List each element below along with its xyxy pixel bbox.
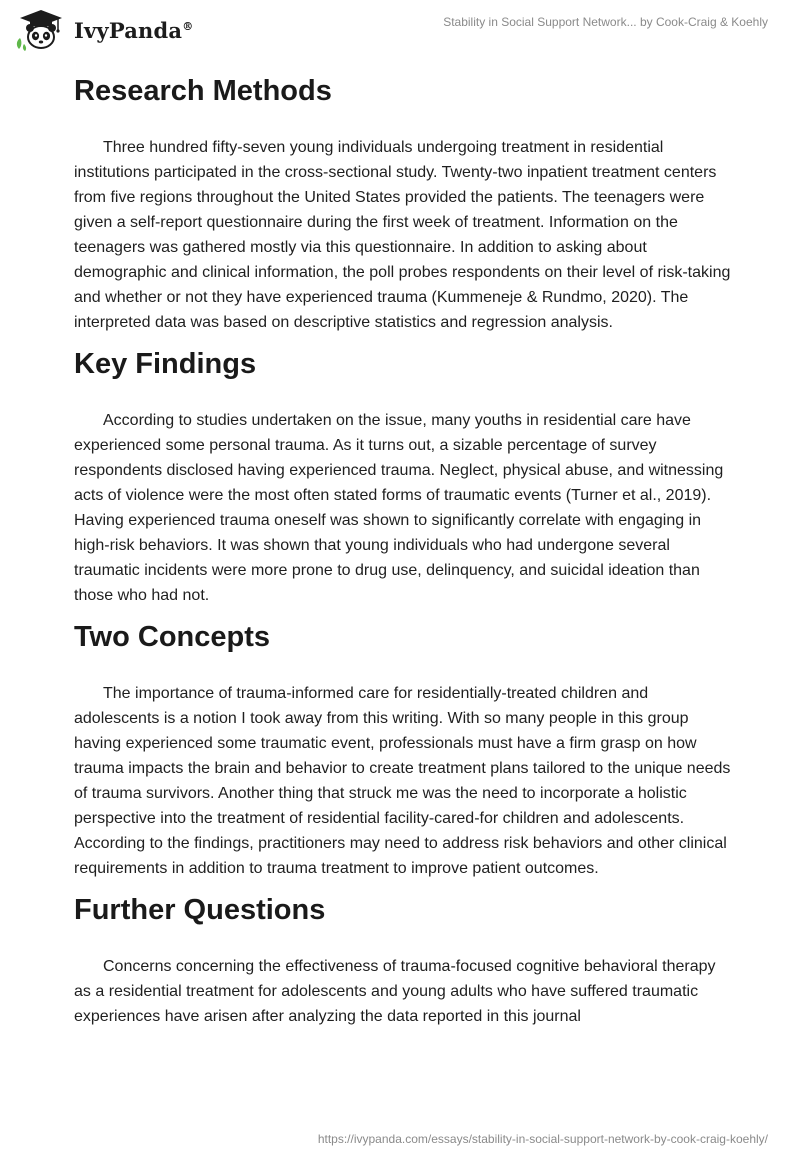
- ivypanda-logo[interactable]: [14, 8, 193, 52]
- section-further-questions: [74, 889, 734, 1029]
- section-two-concepts: [74, 616, 734, 881]
- section-paragraph: According to studies undertaken on the issue, many youths in residential care have experienced some personal trauma. As it turns out, a sizable percentage of survey respondents disclosed having experienced trauma. Neglect, physical abuse, and witnessing acts of violence were the most often stated forms of traumatic events (Turner et al., 2019). Having experienced trauma oneself was shown to significantly correlate with engaging in high-risk behaviors. It was shown that young individuals who had undergone several traumatic incidents were more prone to drug use, delinquency, and suicidal ideation than those who had not.: [74, 412, 724, 604]
- section-heading: Further Questions: [74, 894, 326, 926]
- running-title: Stability in Social Support Network... by Cook-Craig & Koehly: [443, 15, 768, 29]
- section-heading: Research Methods: [74, 75, 332, 107]
- section-paragraph: Concerns concerning the effectiveness of trauma-focused cognitive behavioral therapy as a residential treatment for adolescents and young adults who have suffered traumatic experiences have arisen after analyzing the data reported in this journal: [74, 958, 716, 1025]
- page-header: [0, 0, 800, 64]
- section-heading: Key Findings: [74, 348, 257, 380]
- section-research-methods: [74, 70, 734, 335]
- section-paragraph: The importance of trauma-informed care for residentially-treated children and adolescents is a notion I took away from this writing. With so many people in this group having experienced some traumatic event, professionals must have a firm grasp on how trauma impacts the brain and behavior to create treatment plans tailored to the unique needs of trauma survivors. Another thing that struck me was the need to incorporate a holistic perspective into the treatment of residential facility-cared-for children and adolescents. According to the findings, practitioners may need to address risk behaviors and other clinical requirements in addition to trauma treatment to improve patient outcomes.: [74, 685, 731, 877]
- registered-mark: ®: [182, 19, 194, 33]
- brand-text: IvyPanda: [74, 17, 183, 43]
- source-url-link[interactable]: https://ivypanda.com/essays/stability-in-social-support-network-by-cook-craig-koehly/: [317, 1132, 768, 1146]
- panda-graduate-logo-icon: [14, 8, 68, 52]
- section-paragraph: Three hundred fifty-seven young individuals undergoing treatment in residential institutions participated in the cross-sectional study. Twenty-two inpatient treatment centers from five regions throughout the United States provided the patients. The teenagers were given a self-report questionnaire during the first week of treatment. Information on the teenagers was gathered mostly via this questionnaire. In addition to asking about demographic and clinical information, the poll probes respondents on their level of risk-taking and whether or not they have experienced trauma (Kummeneje & Rundmo, 2020). The interpreted data was based on descriptive statistics and regression analysis.: [74, 139, 731, 331]
- essay-body: [74, 70, 734, 1037]
- brand-name: [74, 18, 193, 43]
- section-key-findings: [74, 343, 734, 608]
- section-heading: Two Concepts: [74, 621, 271, 653]
